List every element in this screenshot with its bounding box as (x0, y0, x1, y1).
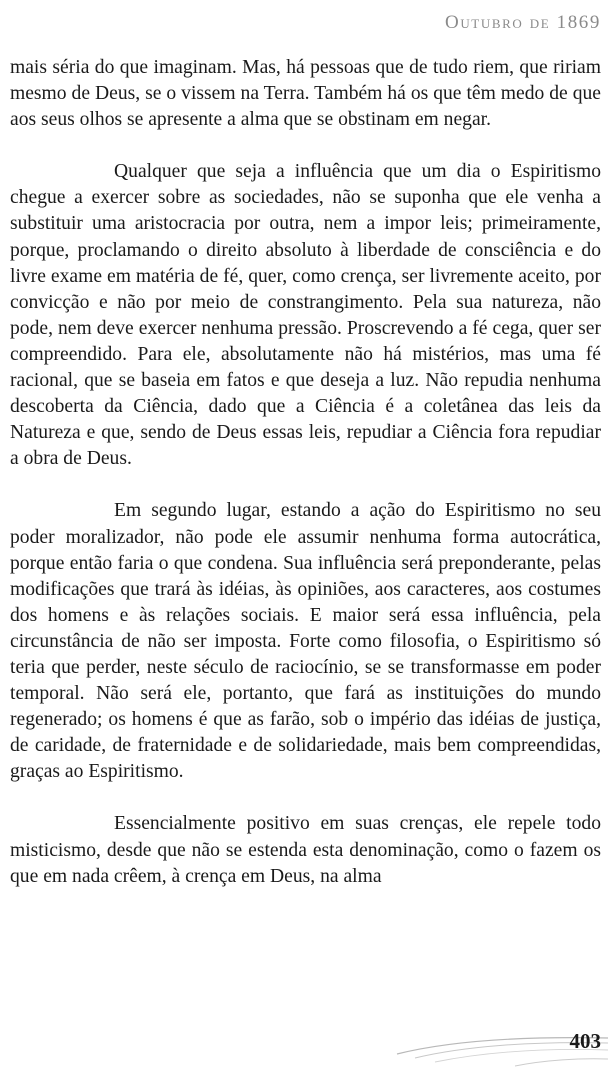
paragraph-1: mais séria do que imaginam. Mas, há pessoas que de tudo riem, que ririam mesmo de Deus, se o vissem na Terra. Também há os que têm medo de que aos seus olhos se apresente a alma que se obstinam em negar. (10, 57, 601, 131)
paragraph-3: Em segundo lugar, estando a ação do Espiritismo no seu poder moralizador, não pode ele assumir nenhuma forma autocrática, porque então faria o que condena. Sua influência será preponderante, pelas modificações que trará às idéias, às opiniões, aos caracteres, aos costumes dos homens e às relações sociais. E maior será essa influência, pela circunstância de não ser imposta. Forte como filosofia, o Espiritismo só teria que perder, neste século de raciocínio, se se transformasse em poder temporal. Não será ele, portanto, que fará as instituições do mundo regenerado; os homens é que as farão, sob o império das idéias de justiça, de caridade, de fraternidade e de solidariedade, mais bem compreendidas, graças ao Espiritismo. (10, 500, 601, 783)
running-header: Outubro de 1869 (445, 12, 601, 33)
page-body (10, 55, 601, 890)
paragraph-2: Qualquer que seja a influência que um dia o Espiritismo chegue a exercer sobre as sociedades, não se suponha que ele venha a substituir uma aristocracia por outra, nem a impor leis; primeiramente, porque, proclamando o direito absoluto à liberdade de consciência e do livre exame em matéria de fé, quer, como crença, ser livremente aceito, por convicção e não por meio de constrangimento. Pela sua natureza, não pode, nem deve exercer nenhuma pressão. Proscrevendo a fé cega, quer ser compreendido. Para ele, absolutamente não há mistérios, mas uma fé racional, que se baseia em fatos e que deseja a luz. Não repudia nenhuma descoberta da Ciência, dado que a Ciência é a coletânea das leis da Natureza e que, sendo de Deus essas leis, repudiar a Ciência fora repudiar a obra de Deus. (10, 161, 601, 470)
page-number: 403 (569, 1029, 601, 1053)
paragraph-4: Essencialmente positivo em suas crenças, ele repele todo misticismo, desde que não se estenda esta denominação, como o fazem os que em nada crêem, à crença em Deus, na alma (10, 813, 601, 887)
